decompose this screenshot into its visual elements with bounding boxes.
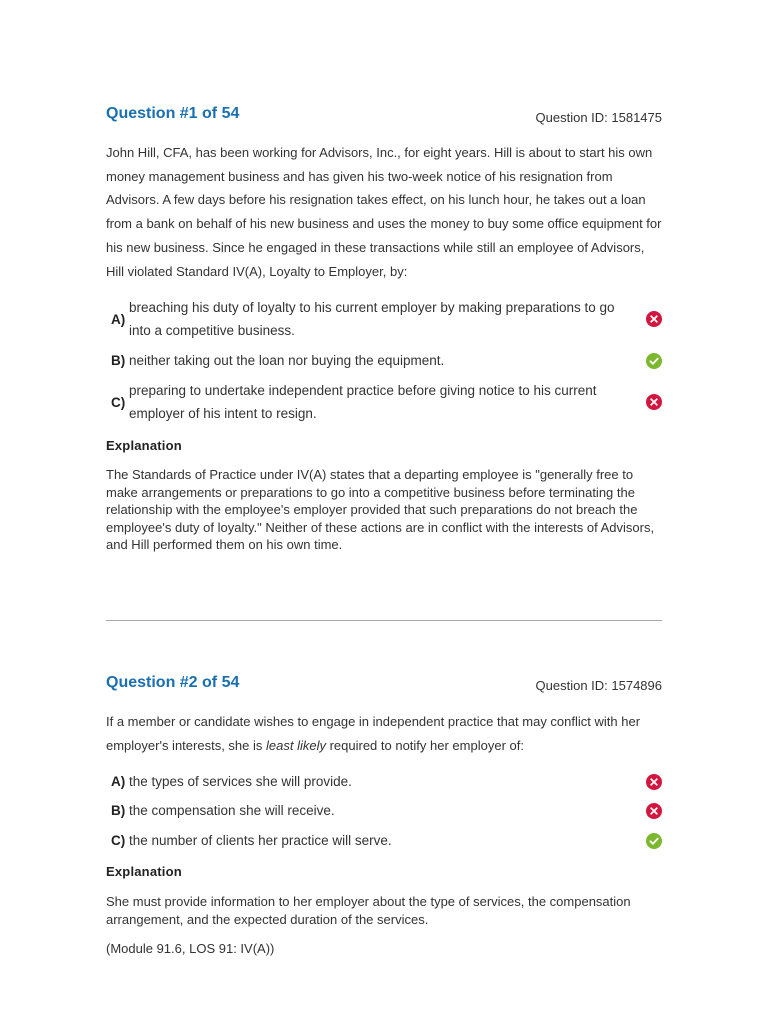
question-1-explanation: The Standards of Practice under IV(A) states that a departing employee is "generally free to make arrangements or preparations to go into a competitive business before terminating the relationship with the employee's employer provided that such preparations do not breach the employee's duty of loyalty." Neither of these actions are in conflict with the interests of Advisors, and Hill performed them on his own time.	[106, 467, 655, 552]
stem-text: If a member or candidate wishes to engage in independent practice that may conflict with her employer's interests, she is	[106, 714, 641, 753]
question-2-reference: (Module 91.6, LOS 91: IV(A))	[106, 941, 275, 956]
check-circle-icon	[646, 353, 662, 369]
check-circle-icon	[646, 833, 662, 849]
x-circle-icon	[646, 774, 662, 790]
stem-emphasis: least likely	[266, 737, 326, 753]
option-letter: B)	[111, 803, 126, 818]
question-1-option-c[interactable]	[106, 379, 664, 425]
option-text: breaching his duty of loyalty to his current employer by making preparations to go into a competitive business.	[129, 300, 615, 338]
question-2-id: Question ID: 1574896	[535, 678, 662, 693]
question-2-option-a[interactable]	[106, 770, 664, 793]
option-text: preparing to undertake independent practice before giving notice to his current employer of his intent to resign.	[129, 383, 597, 421]
question-1-explanation-heading: Explanation	[106, 438, 182, 453]
question-2-stem	[106, 710, 664, 757]
question-2-option-b[interactable]	[106, 799, 664, 822]
question-divider	[106, 620, 662, 621]
x-circle-icon	[646, 803, 662, 819]
option-letter: A)	[111, 774, 126, 789]
question-2-explanation: She must provide information to her employer about the type of services, the compensation arrangement, and the expected duration of the services.	[106, 894, 631, 927]
question-1-stem: John Hill, CFA, has been working for Advisors, Inc., for eight years. Hill is about to start his own money management business and has given his two-week notice of his resignation from Advisors. A few days before his resignation takes effect, on his lunch hour, he takes out a loan from a bank on behalf of his new business and uses the money to buy some office equipment for his new business. Since he engaged in these transactions while still an employee of Advisors, Hill violated Standard IV(A), Loyalty to Employer, by:	[106, 145, 662, 279]
option-letter: C)	[111, 394, 126, 410]
option-letter: A)	[111, 311, 126, 327]
option-text: the compensation she will receive.	[129, 803, 335, 818]
option-text: neither taking out the loan nor buying the equipment.	[129, 353, 445, 368]
stem-text: required to notify her employer of:	[325, 737, 524, 753]
option-letter: B)	[111, 353, 126, 368]
question-1-option-a[interactable]	[106, 296, 664, 342]
x-circle-icon	[646, 394, 662, 410]
x-circle-icon	[646, 311, 662, 327]
question-2-title: Question #2 of 54	[106, 674, 240, 691]
question-1-title: Question #1 of 54	[106, 105, 240, 122]
question-1-option-b[interactable]	[106, 349, 664, 372]
option-text: the number of clients her practice will serve.	[129, 833, 392, 848]
question-2-explanation-heading: Explanation	[106, 864, 182, 879]
question-2-option-c[interactable]	[106, 829, 664, 852]
option-text: the types of services she will provide.	[129, 774, 352, 789]
option-letter: C)	[111, 833, 126, 848]
question-1-id: Question ID: 1581475	[535, 110, 662, 125]
